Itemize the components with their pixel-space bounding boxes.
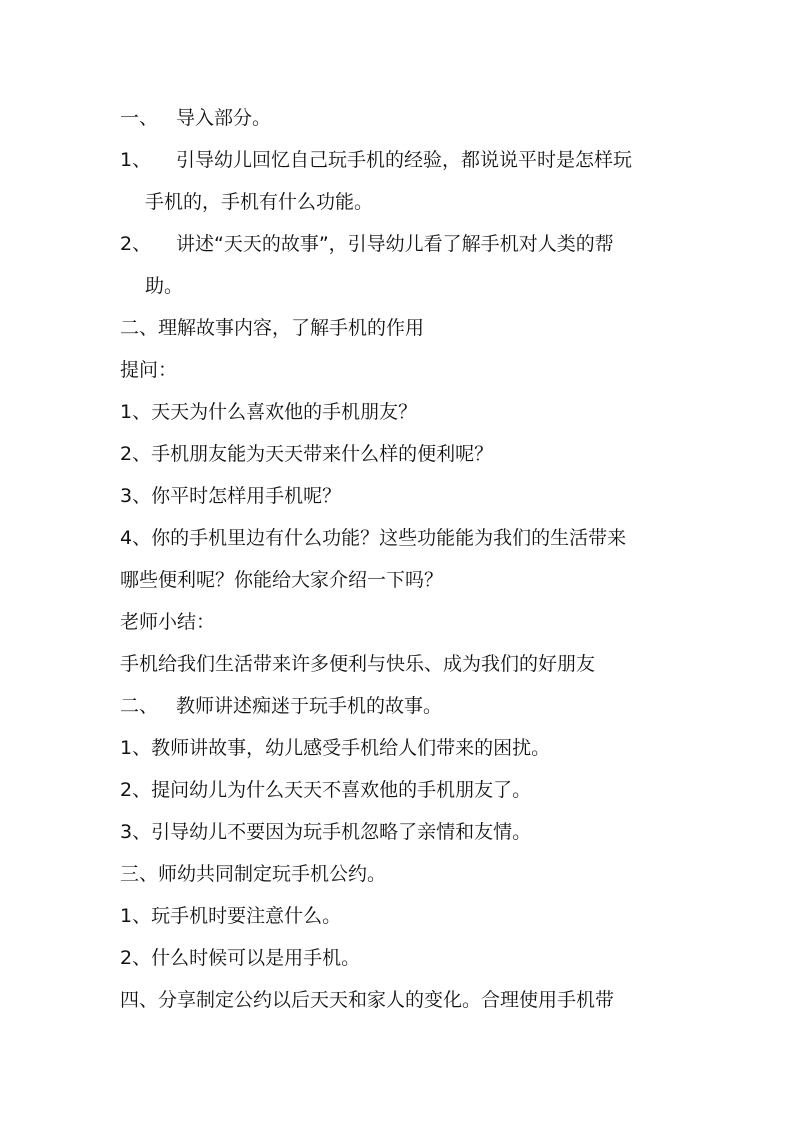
question-4-continuation: 哪些便利呢？你能给大家介绍一下吗？ [120, 569, 444, 591]
heading-number: 二、 [120, 695, 159, 717]
list-item-1-continuation: 手机的，手机有什么功能。 [145, 191, 374, 213]
question-2: 2、手机朋友能为天天带来什么样的便利呢？ [120, 443, 494, 465]
heading-intro [120, 106, 271, 130]
list-number: 2、 [120, 233, 152, 255]
list-item-1 [120, 148, 632, 172]
heading-share-changes: 四、分享制定公约以后天天和家人的变化。合理使用手机带 [120, 989, 615, 1011]
list-text: 引导幼儿回忆自己玩手机的经验，都说说平时是怎样玩 [176, 149, 633, 171]
question-1: 1、天天为什么喜欢他的手机朋友？ [120, 401, 418, 423]
convention-item-1: 1、玩手机时要注意什么。 [120, 905, 342, 927]
list-text: 讲述“天天的故事”，引导幼儿看了解手机对人类的帮 [176, 233, 614, 255]
question-4: 4、你的手机里边有什么功能？这些功能能为我们的生活带来 [120, 527, 627, 549]
story-step-3: 3、引导幼儿不要因为玩手机忽略了亲情和友情。 [120, 821, 532, 843]
convention-item-2: 2、什么时候可以是用手机。 [120, 947, 361, 969]
heading-text: 教师讲述痴迷于玩手机的故事。 [176, 695, 443, 717]
heading-make-convention: 三、师幼共同制定玩手机公约。 [120, 863, 387, 885]
list-number: 1、 [120, 149, 152, 171]
heading-text: 导入部分。 [176, 107, 272, 129]
question-3: 3、你平时怎样用手机呢？ [120, 485, 342, 507]
questions-label: 提问： [120, 359, 178, 381]
story-step-1: 1、教师讲故事，幼儿感受手机给人们带来的困扰。 [120, 737, 551, 759]
list-item-2-continuation: 助。 [145, 275, 184, 297]
heading-teacher-story [120, 694, 442, 718]
list-item-2 [120, 232, 614, 256]
teacher-summary-text: 手机给我们生活带来许多便利与快乐、成为我们的好朋友 [120, 653, 596, 675]
teacher-summary-label: 老师小结： [120, 611, 216, 633]
story-step-2: 2、提问幼儿为什么天天不喜欢他的手机朋友了。 [120, 779, 532, 801]
heading-understand-story: 二、理解故事内容，了解手机的作用 [120, 317, 425, 339]
heading-number: 一、 [120, 107, 159, 129]
